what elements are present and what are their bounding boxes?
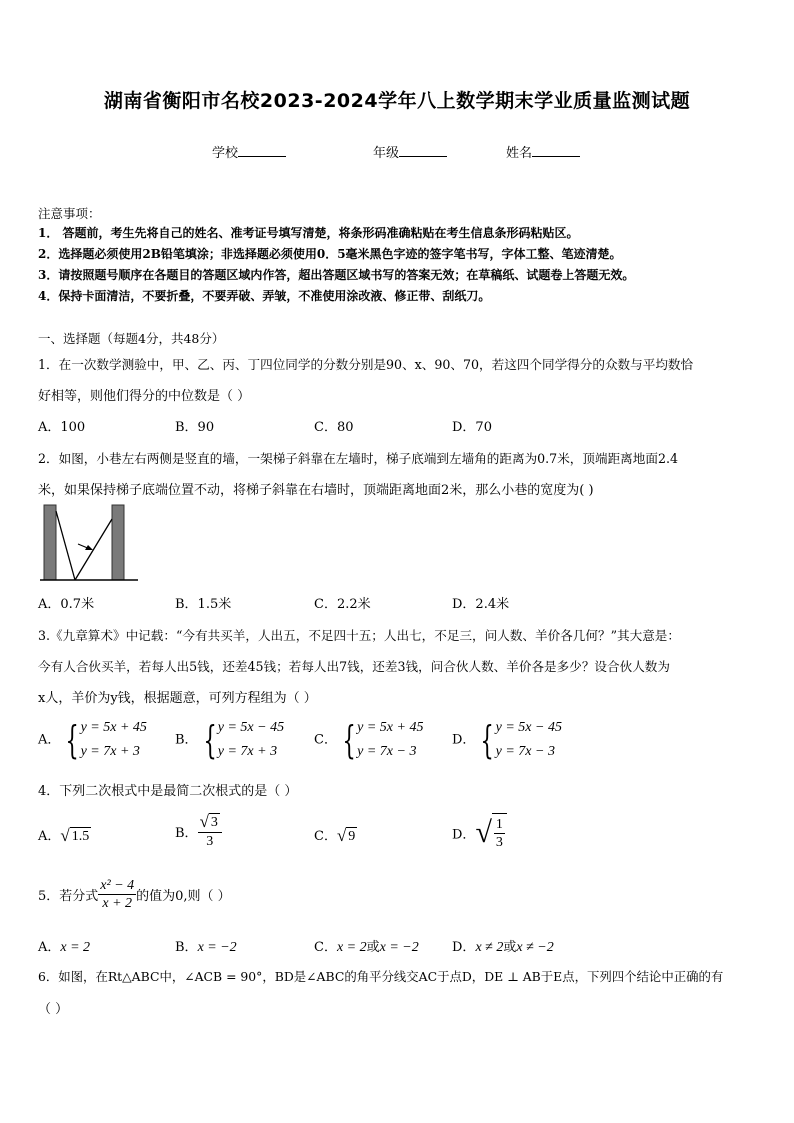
q2-option-c[interactable]: C．2.2米 (314, 597, 371, 612)
q4-option-d[interactable]: D． √ $\frac{1}{3}$ (452, 813, 507, 853)
q5-option-a[interactable]: A．x = 2 (38, 940, 91, 955)
q1-option-b[interactable]: B．90 (175, 420, 215, 435)
q1-option-c[interactable]: C．80 (314, 420, 354, 435)
q3-option-c[interactable]: C． { y = 5x + 45 y = 7x − 3 (314, 718, 424, 762)
q5-option-c[interactable]: C．x = 2或x = −2 (314, 940, 419, 955)
page-title: 湖南省衡阳市名校2023-2024学年八上数学期末学业质量监测试题 (103, 90, 691, 112)
q6-text-line2: （ ） (38, 1002, 69, 1017)
q3-text-line1: 3.《九章算术》中记载：“今有共买羊，人出五，不足四十五；人出七，不足三，问人数、羊价各几何？”其大意是： (38, 628, 680, 643)
q1-text-line1: 1．在一次数学测验中，甲、乙、丙、丁四位同学的分数分别是90、x、90、70，若这四个同学得分的众数与平均数恰 (38, 357, 694, 372)
q1-option-d[interactable]: D．70 (452, 420, 492, 435)
grade-blank[interactable] (399, 144, 447, 157)
q2-text-line1: 2．如图，小巷左右两侧是竖直的墙，一架梯子斜靠在左墙时，梯子底端到左墙角的距离为0.7米，顶端距离地面2.4 (38, 451, 678, 466)
note-item-2: 2．选择题必须使用2B铅笔填涂；非选择题必须使用0．5毫米黑色字迹的签字笔书写，字体工整、笔迹清楚。 (38, 247, 622, 261)
name-label: 姓名 (506, 146, 533, 161)
q4-option-a[interactable]: A． √ 1.5 (38, 826, 90, 845)
q5-option-d[interactable]: D．x ≠ 2或x ≠ −2 (452, 940, 554, 955)
q2-option-a[interactable]: A．0.7米 (38, 597, 95, 612)
q3-option-a[interactable]: A． { y = 5x + 45 y = 7x + 3 (38, 718, 147, 762)
school-field[interactable] (212, 142, 286, 161)
q5-option-b[interactable]: B．x = −2 (175, 940, 237, 955)
note-item-4: 4．保持卡面清洁，不要折叠，不要弄破、弄皱，不准使用涂改液、修正带、刮纸刀。 (38, 289, 491, 303)
name-blank[interactable] (532, 144, 580, 157)
grade-label: 年级 (373, 146, 400, 161)
q2-option-d[interactable]: D．2.4米 (452, 597, 510, 612)
q2-option-b[interactable]: B．1.5米 (175, 597, 232, 612)
sqrt-symbol: √ 1.5 (60, 826, 90, 845)
q3-text-line3: x人，羊价为y钱，根据题意，可列方程组为（ ） (38, 691, 317, 706)
section-heading: 一、选择题（每题4分，共48分） (38, 331, 225, 346)
ladder-alley-figure (38, 503, 140, 583)
q4-text-line1: 4．下列二次根式中是最简二次根式的是（ ） (38, 784, 298, 799)
school-label: 学校 (212, 146, 239, 161)
right-wall (112, 505, 124, 580)
note-item-3: 3．请按照题号顺序在各题目的答题区域内作答，超出答题区域书写的答案无效；在草稿纸、试题卷上答题无效。 (38, 268, 635, 282)
grade-field[interactable] (373, 142, 447, 161)
q3-option-b[interactable]: B． { y = 5x − 45 y = 7x + 3 (175, 718, 285, 762)
name-field[interactable] (506, 142, 580, 161)
left-wall (44, 505, 56, 580)
q3-text-line2: 今有人合伙买羊，若每人出5钱，还差45钱；若每人出7钱，还差3钱，问合伙人数、羊价各是多少？设合伙人数为 (38, 659, 670, 674)
q1-option-a[interactable]: A．100 (38, 420, 86, 435)
q3-option-d[interactable]: D． { y = 5x − 45 y = 7x − 3 (452, 718, 562, 762)
school-blank[interactable] (238, 144, 286, 157)
ladder-right (75, 519, 112, 580)
note-item-1: 1． 答题前，考生先将自己的姓名、准考证号填写清楚，将条形码准确粘贴在考生信息条形码粘贴区。 (38, 226, 579, 240)
q2-text-line2: 米，如果保持梯子底端位置不动，将梯子斜靠在右墙时，顶端距离地面2米，那么小巷的宽度为( ) (38, 483, 594, 498)
ladder-left (56, 511, 75, 580)
q4-option-c[interactable]: C． √ 9 (314, 826, 356, 845)
q1-text-line2: 好相等，则他们得分的中位数是（ ） (38, 389, 251, 404)
q4-option-b[interactable]: B． √ 3 3 (175, 813, 222, 850)
q6-text-line1: 6．如图，在Rt△ABC中，∠ACB = 90°，BD是∠ABC的角平分线交AC于点D，DE ⊥ AB于E点，下列四个结论中正确的有 (38, 969, 724, 984)
q5-text: 5．若分式 $\frac{\text{x² − 4}}{x + 2}$ 的值为0,则（ ） (38, 878, 231, 911)
notes-heading: 注意事项： (38, 206, 101, 221)
